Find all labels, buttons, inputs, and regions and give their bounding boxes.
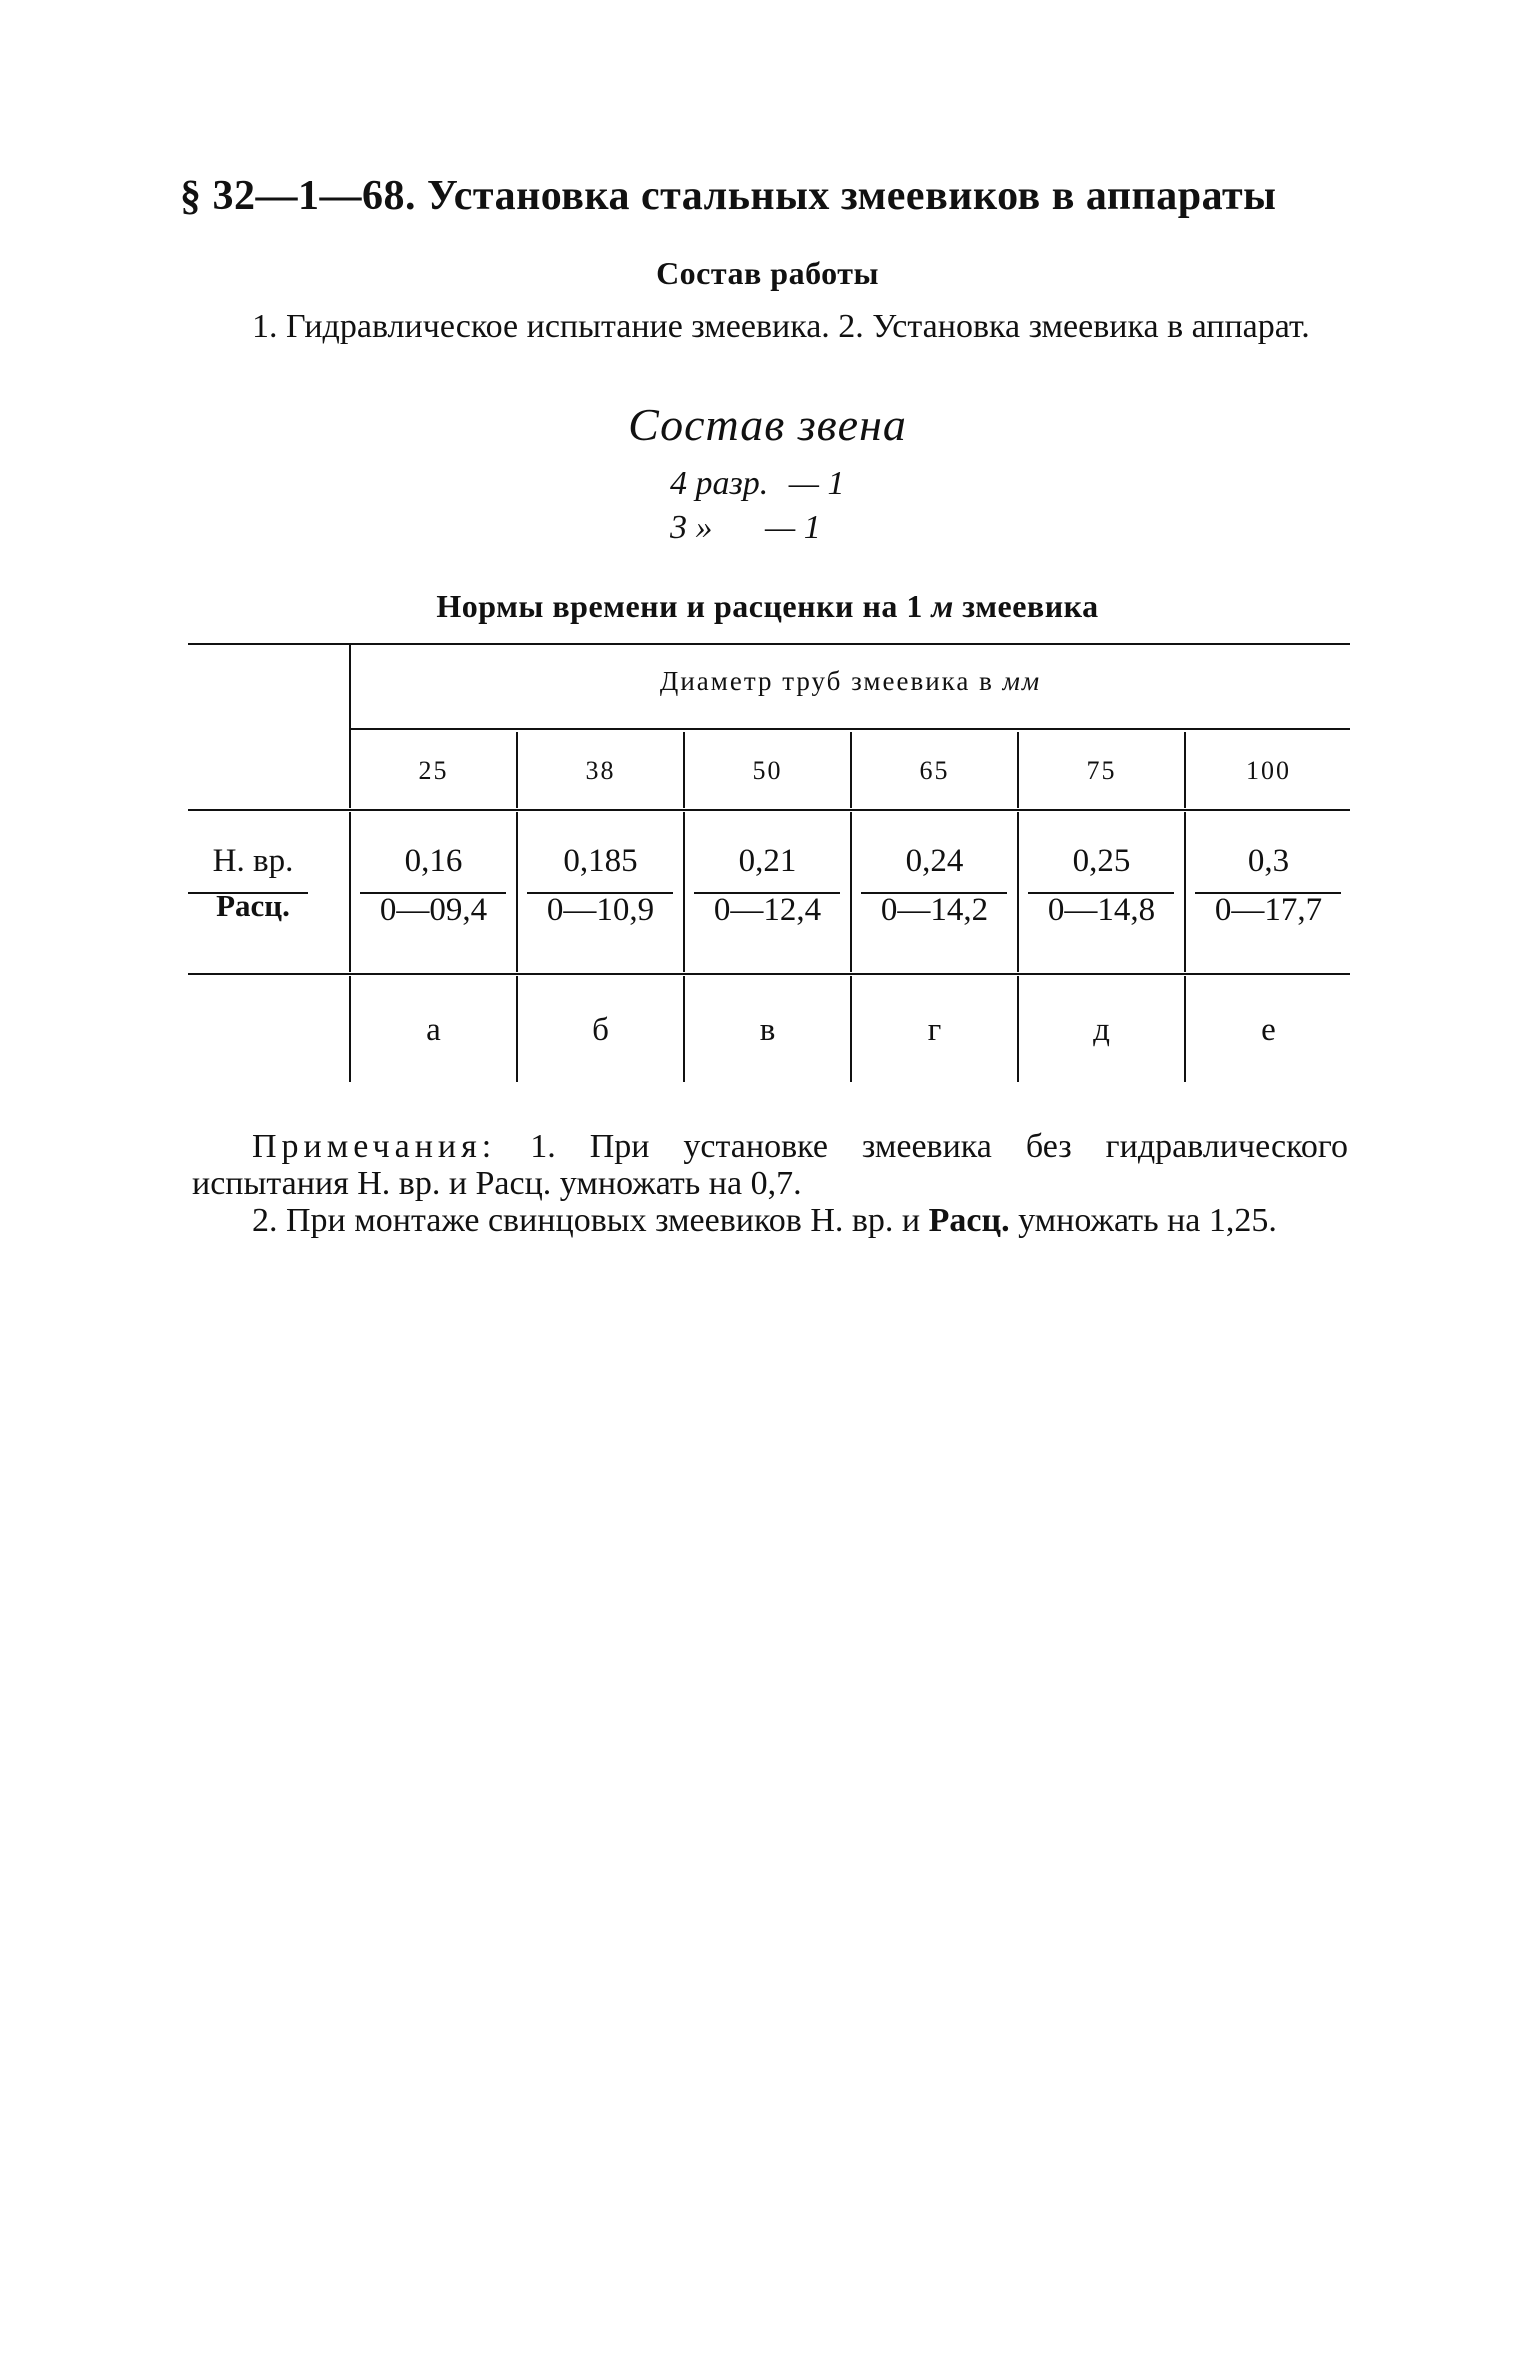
note-2-pre: 2. При монтаже свинцовых змеевиков Н. вр. и [252,1202,921,1239]
norm-value: 0,24 [905,843,964,879]
norm-value: 0,3 [1247,843,1290,879]
rate-value: 0—17,7 [1214,892,1323,928]
table-rule-columns [188,809,1350,811]
column-letter: б [592,1012,609,1048]
crew-count: — 1 [765,509,821,546]
rate-value: 0—09,4 [379,892,488,928]
rate-value: 0—12,4 [713,892,822,928]
table-header-diameter [351,666,1350,697]
row-label-norm: Н. вр. [212,843,294,879]
work-composition-heading: Состав работы [656,255,879,291]
column-header: 38 [585,756,616,785]
section-title: § 32—1—68. Установка стальных змеевиков в аппараты [180,173,1277,219]
column-header: 65 [919,756,950,785]
table-rule-header [350,728,1350,730]
notes [192,1128,1348,1239]
rate-value: 0—10,9 [546,892,655,928]
norm-value: 0,21 [738,843,797,879]
table-rule-body [188,973,1350,975]
row-label-rate: Расц. [216,888,290,923]
crew-heading: Состав звена [628,399,907,450]
column-letter: е [1261,1012,1276,1048]
note-2 [192,1202,1348,1239]
norm-value: 0,25 [1072,843,1131,879]
column-letter: а [426,1012,441,1048]
column-header: 25 [418,756,449,785]
rate-value: 0—14,2 [880,892,989,928]
column-letter: д [1093,1012,1110,1048]
note-2-post: умножать на 1,25. [1018,1202,1277,1239]
table-caption-post: змеевика [962,588,1099,624]
crew-grade: 4 разр. [670,465,769,502]
rate-value: 0—14,8 [1047,892,1156,928]
table-rule-top [188,643,1350,645]
norm-value: 0,16 [404,843,463,879]
note-2-bold: Расц. [928,1202,1010,1239]
table-header-text: Диаметр труб змеевика в [659,666,994,696]
work-composition-text: 1. Гидравлическое испытание змеевика. 2. Установка змеевика в аппарат. [252,308,1310,345]
crew-grade: 3 » [670,509,713,546]
note-1 [192,1128,1348,1202]
column-header: 100 [1246,756,1291,785]
note-1-text: 1. При установке змеевика без гидравлического испытания Н. вр. и Расц. умножать на 0,7. [192,1128,1348,1202]
column-header: 50 [752,756,783,785]
table-caption-pre: Нормы времени и расценки на 1 [436,588,923,624]
crew-count: — 1 [788,465,845,502]
column-letter: г [927,1012,942,1048]
table-caption-unit: м [931,588,954,624]
column-letter: в [759,1012,776,1048]
norm-value: 0,185 [563,843,638,879]
column-header: 75 [1086,756,1117,785]
table-header-unit: мм [1002,666,1042,696]
notes-label: Примечания: [252,1128,497,1165]
